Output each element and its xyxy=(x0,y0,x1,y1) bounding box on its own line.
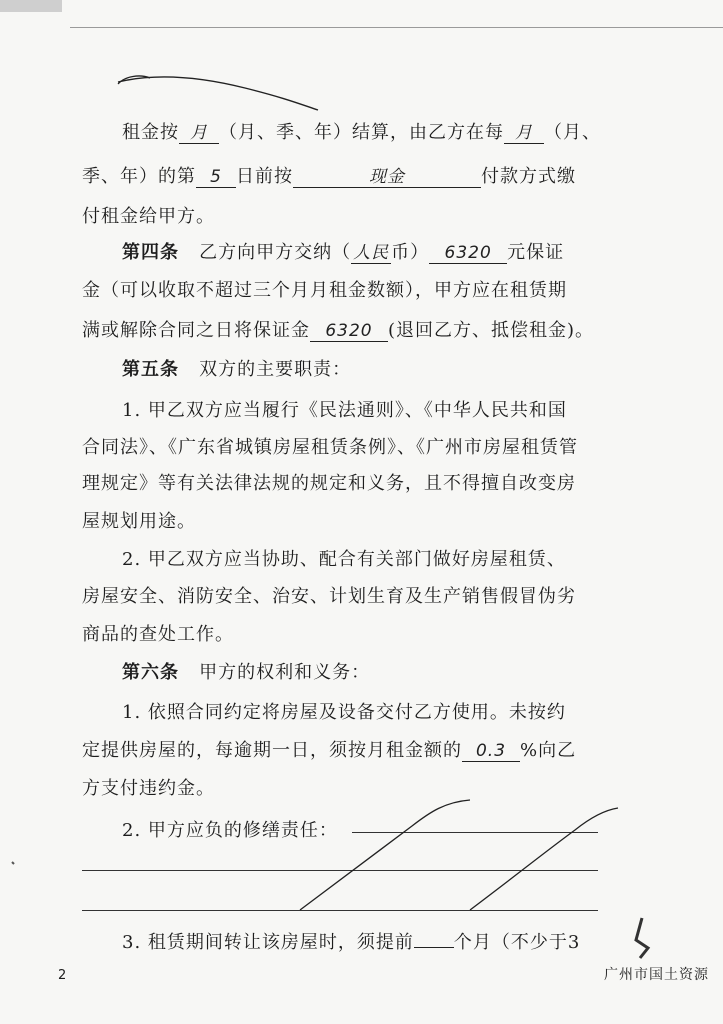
article-5-item-1-line-1: 1. 甲乙双方应当履行《民法通则》、《中华人民共和国 xyxy=(122,400,567,421)
stamp-mark xyxy=(636,918,648,958)
text: 季、年）的第 xyxy=(82,166,196,187)
article-6-item-2: 2. 甲方应负的修缮责任： xyxy=(122,820,338,841)
text: 付款方式缴 xyxy=(481,166,576,187)
article-5-item-2-line-3: 商品的查处工作。 xyxy=(82,624,234,645)
text: 定提供房屋的，每逾期一日，须按月租金额的 xyxy=(82,740,462,761)
handwritten-deposit-amount: 6320 xyxy=(429,243,507,264)
page-number: 2 xyxy=(58,968,67,983)
scan-speck xyxy=(12,862,14,864)
handwritten-period: 月 xyxy=(179,123,219,144)
text: 满或解除合同之日将保证金 xyxy=(82,320,310,341)
rent-line-3: 付租金给甲方。 xyxy=(82,206,215,227)
pen-stroke xyxy=(118,77,318,110)
text: （月、季、年）结算，由乙方在每 xyxy=(219,122,504,143)
pen-stroke xyxy=(118,76,150,84)
article-5-item-2-line-2: 房屋安全、消防安全、治安、计划生育及生产销售假冒伪劣 xyxy=(82,586,576,607)
article-4-line-2: 金（可以收取不超过三个月月租金数额），甲方应在租赁期 xyxy=(82,280,567,301)
text: 双方的主要职责： xyxy=(199,359,352,380)
article-5-item-2-line-1: 2. 甲乙双方应当协助、配合有关部门做好房屋租赁、 xyxy=(122,549,566,570)
handwritten-penalty-rate: 0.3 xyxy=(462,741,520,762)
text: 3. 租赁期间转让该房屋时，须提前 xyxy=(122,932,414,953)
article-5-item-1-line-4: 屋规划用途。 xyxy=(82,511,196,532)
text: （月、 xyxy=(544,122,601,143)
text: 个月（不少于3 xyxy=(453,932,581,953)
text: %向乙 xyxy=(520,740,577,761)
text: (退回乙方、抵偿租金)。 xyxy=(388,320,595,341)
handwritten-deposit-amount: 6320 xyxy=(310,321,388,342)
article-title: 第六条 xyxy=(122,662,179,683)
text: 甲方的权利和义务： xyxy=(199,662,371,683)
strike-through-stroke xyxy=(470,808,618,910)
text: 租金按 xyxy=(122,122,179,143)
handwritten-period: 月 xyxy=(504,123,544,144)
footer-text: 广州市国土资源 xyxy=(604,967,709,983)
article-5-item-1-line-2: 合同法》、《广东省城镇房屋租赁条例》、《广州市房屋租赁管 xyxy=(82,437,578,458)
handwritten-currency: 人民 xyxy=(353,243,390,263)
article-title: 第五条 xyxy=(122,359,179,380)
handwritten-day: 5 xyxy=(196,167,236,188)
article-6-item-1-line-1: 1. 依照合同约定将房屋及设备交付乙方使用。未按约 xyxy=(122,702,566,723)
article-6-item-1-line-3: 方支付违约金。 xyxy=(82,778,215,799)
text: 日前按 xyxy=(236,166,293,187)
article-title: 第四条 xyxy=(122,242,179,263)
text: 币） xyxy=(391,242,430,263)
strike-through-stroke xyxy=(300,800,470,910)
text: 元保证 xyxy=(507,242,565,263)
text: 乙方向甲方交纳（ xyxy=(199,242,352,263)
handwritten-payment-method: 现金 xyxy=(293,167,481,188)
article-5-item-1-line-3: 理规定》等有关法律法规的规定和义务，且不得擅自改变房 xyxy=(82,473,576,494)
